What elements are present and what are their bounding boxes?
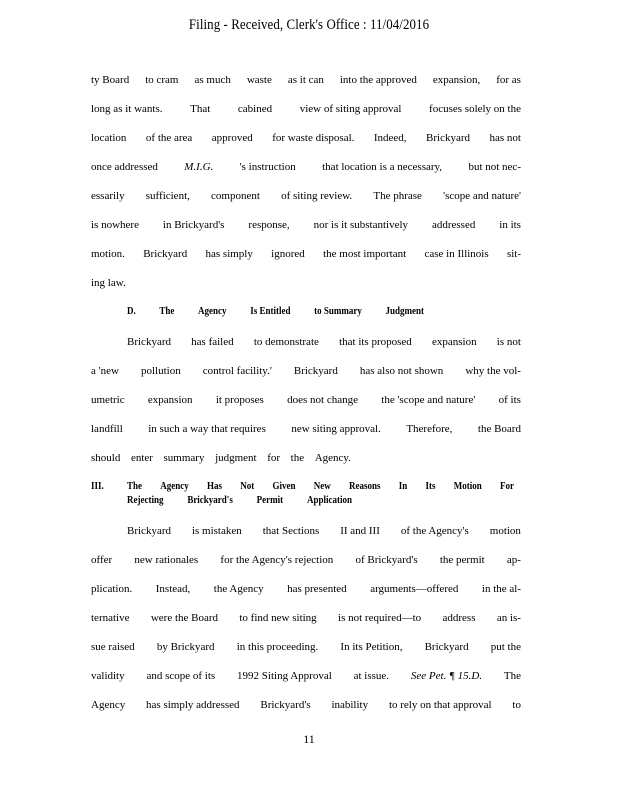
body-text-line: ty Board to cram as much waste as it can into the approved expansion, for as	[91, 74, 521, 86]
body-text-line: landfill in such a way that requires new siting approval. Therefore, the Board	[91, 423, 521, 435]
body-text-line: motion. Brickyard has simply ignored the most important case in Illinois sit-	[91, 248, 521, 260]
section-heading-iii-numeral: III.	[91, 481, 104, 492]
body-text-line: is nowhere in Brickyard's response, nor is it substantively addressed in its	[91, 219, 521, 231]
body-text-line: location of the area approved for waste disposal. Indeed, Brickyard has not	[91, 132, 521, 144]
body-text-line: Brickyard is mistaken that Sections II and III of the Agency's motion	[127, 525, 521, 537]
body-text-line: a 'new pollution control facility.' Brickyard has also not shown why the vol-	[91, 365, 521, 377]
body-text-line: plication. Instead, the Agency has presented arguments—offered in the al-	[91, 583, 521, 595]
body-text-line: umetric expansion it proposes does not change the 'scope and nature' of its	[91, 394, 521, 406]
body-text-line: should enter summary judgment for the Agency.	[91, 452, 351, 464]
body-text-line: sue raised by Brickyard in this proceeding. In its Petition, Brickyard put the	[91, 641, 521, 653]
body-text-line: long as it wants. That cabined view of siting approval focuses solely on the	[91, 103, 521, 115]
body-text-line: ing law.	[91, 277, 126, 289]
filing-stamp-header: Filing - Received, Clerk's Office : 11/04/2016	[188, 17, 430, 33]
body-text-line: Agency has simply addressed Brickyard's inability to rely on that approval to	[91, 699, 521, 711]
section-heading-d: D. The Agency Is Entitled to Summary Judgment	[127, 306, 424, 317]
body-text-line: offer new rationales for the Agency's rejection of Brickyard's the permit ap-	[91, 554, 521, 566]
body-text-line: Brickyard has failed to demonstrate that its proposed expansion is not	[127, 336, 521, 348]
body-text-line: validity and scope of its 1992 Siting Approval at issue. See Pet. ¶ 15.D. The	[91, 670, 521, 682]
section-heading-iii-line1: The Agency Has Not Given New Reasons In Its Motion For	[127, 481, 514, 492]
page-number: 11	[303, 732, 315, 746]
section-heading-iii-line2: Rejecting Brickyard's Permit Application	[127, 495, 352, 506]
body-text-line: essarily sufficient, component of siting review. The phrase 'scope and nature'	[91, 190, 521, 202]
body-text-line: once addressed M.I.G. 's instruction that location is a necessary, but not nec-	[91, 161, 521, 173]
body-text-line: ternative were the Board to find new siting is not required—to address an is-	[91, 612, 521, 624]
